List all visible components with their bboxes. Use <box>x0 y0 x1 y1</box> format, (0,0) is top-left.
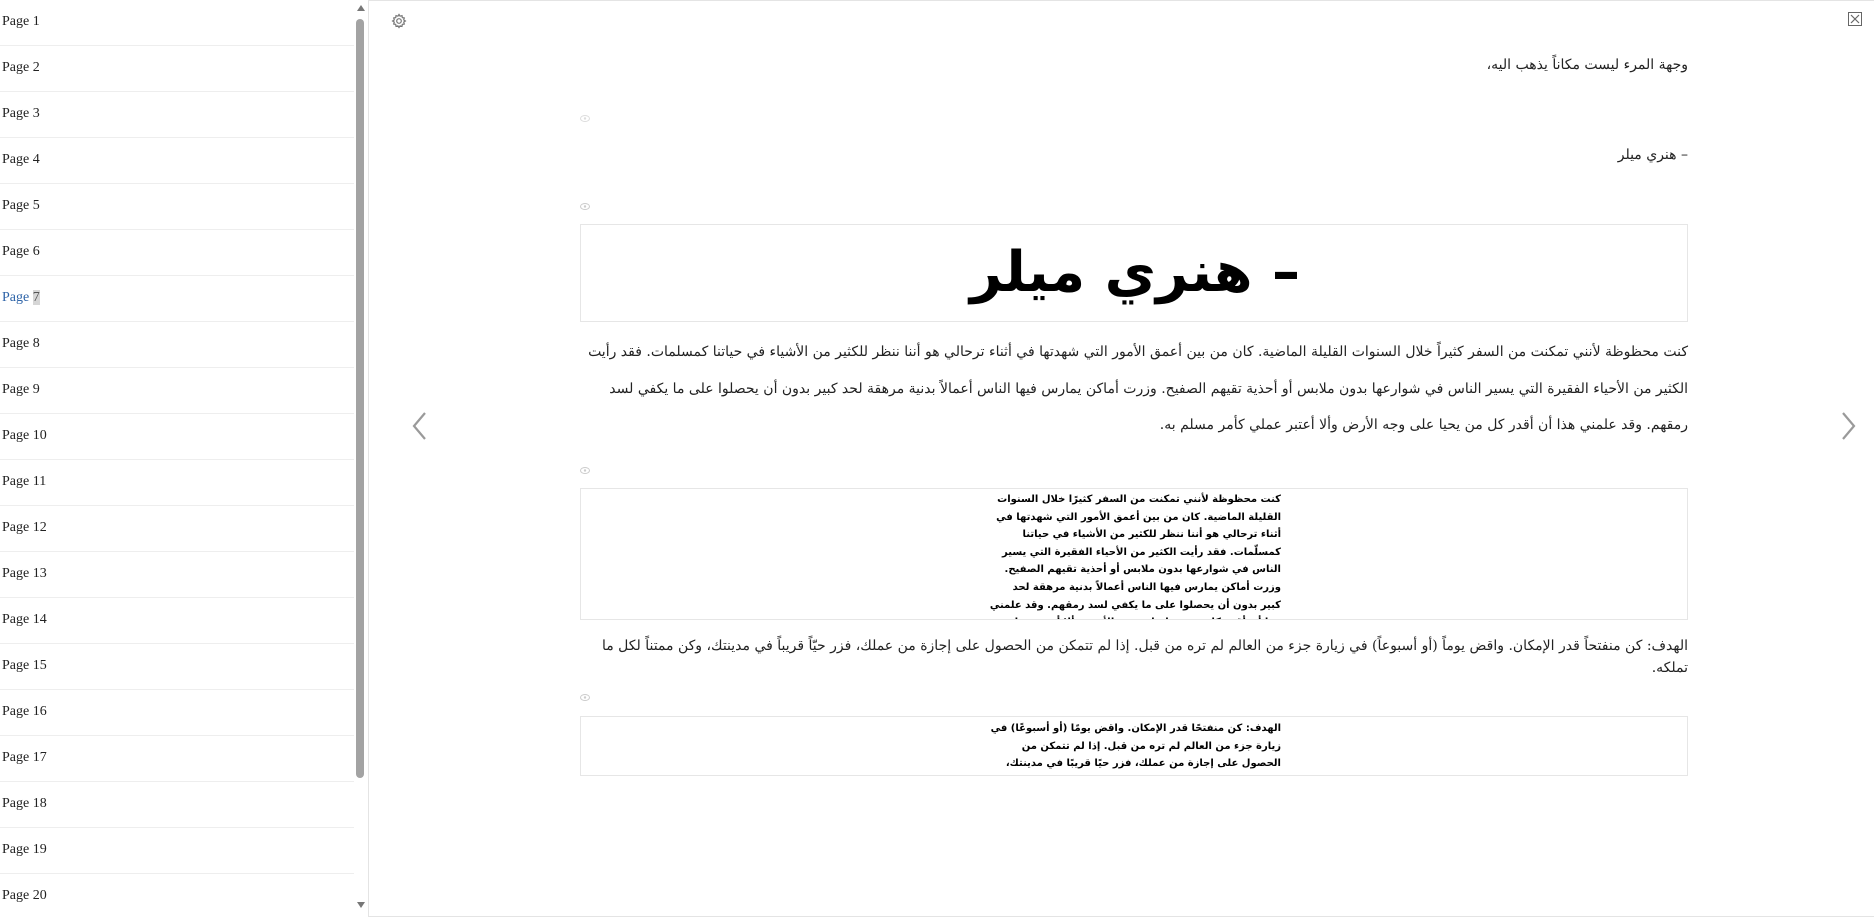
eye-icon[interactable] <box>580 688 590 695</box>
chevron-right-icon[interactable] <box>1837 409 1859 443</box>
close-icon[interactable] <box>1848 12 1862 26</box>
scanned-image-text: الهدف: كن منفتحًا قدر الإمكان. واقض يومًا (أو أسبوعًا) في زيارة جزء من العالم لم تره من قبل. إذا لم تتمكن من الحصول على إجازة من عملك، فزر حيًا قريبًا في مدينتك، <box>990 723 1281 769</box>
sidebar-scrollbar[interactable] <box>355 0 367 917</box>
page-item[interactable] <box>0 0 354 46</box>
scanned-image-text: – هنري ميلر <box>969 240 1301 305</box>
page-item[interactable] <box>0 414 354 460</box>
scanned-image-text: كنت محظوظة لأنني تمكنت من السفر كثيرًا خلال السنوات القليلة الماضية. كان من بين أعمق الأمور التي شهدتها في أثناء ترحالي هو أننا ننظر للكثير من الأشياء في حياتنا كمسلّمات. فقد رأيت الكثير من الأحياء الفقيرة التي يسير الناس في شوارعها بدون ملابس أو أحذية تقيهم الصفيح. وزرت أماكن يمارس فيها الناس أعمالاً بدنية مرهقة لحد كبير بدون أن يحصلوا على ما يكفي لسد رمقهم. وقد علمني <box>989 494 1281 611</box>
page-item-label: Page 18 <box>2 796 47 811</box>
scanned-image-paragraph <box>580 488 1688 620</box>
page-item-label: Page 11 <box>2 474 47 489</box>
page-item[interactable] <box>0 552 354 598</box>
page-item-label: Page 20 <box>2 888 47 903</box>
page-item-label: Page 1 <box>2 14 40 29</box>
page-item[interactable] <box>0 92 354 138</box>
page-item-label: Page 7 <box>2 290 40 305</box>
author-line: – هنري ميلر <box>1617 147 1688 163</box>
page-list <box>0 0 354 917</box>
page-item[interactable] <box>0 828 354 874</box>
page-item[interactable] <box>0 46 354 92</box>
page-item-label: Page 4 <box>2 152 40 167</box>
page-item[interactable] <box>0 598 354 644</box>
page-content <box>580 1 1688 917</box>
page-item[interactable] <box>0 460 354 506</box>
page-item-label: Page 16 <box>2 704 47 719</box>
page-item-label: Page 10 <box>2 428 47 443</box>
page-item[interactable] <box>0 184 354 230</box>
page-item-label: Page 6 <box>2 244 40 259</box>
page-item-label: Page 13 <box>2 566 47 581</box>
scanned-image-author <box>580 224 1688 322</box>
page-item-label: Page 15 <box>2 658 47 673</box>
page-viewer <box>369 0 1874 917</box>
page-sidebar <box>0 0 369 917</box>
page-item[interactable] <box>0 322 354 368</box>
page-item[interactable] <box>0 230 354 276</box>
page-item[interactable] <box>0 368 354 414</box>
page-item[interactable] <box>0 736 354 782</box>
page-item-label: Page 14 <box>2 612 47 627</box>
scroll-down-arrow-icon[interactable] <box>357 902 365 908</box>
page-item[interactable] <box>0 782 354 828</box>
selected-page-number: 7 <box>32 290 40 305</box>
eye-icon[interactable] <box>580 461 590 468</box>
page-item-label: Page 9 <box>2 382 40 397</box>
page-item-label: Page 8 <box>2 336 40 351</box>
goal-paragraph: الهدف: كن منفتحاً قدر الإمكان. واقض يوماً (أو أسبوعاً) في زيارة جزء من العالم لم تره من قبل. إذا لم تتمكن من الحصول على إجازة من عملك، فزر حيّاً قريباً في مدينتك، وكن ممتناً لكل ما تملكه. <box>601 638 1688 676</box>
page-item-label: Page 3 <box>2 106 40 121</box>
page-item[interactable] <box>0 874 354 917</box>
page-item[interactable] <box>0 138 354 184</box>
chevron-left-icon[interactable] <box>409 409 431 443</box>
page-item-label: Page 17 <box>2 750 47 765</box>
scrollbar-thumb[interactable] <box>356 19 364 778</box>
scroll-up-arrow-icon[interactable] <box>357 5 365 11</box>
eye-icon[interactable] <box>580 197 590 204</box>
page-item-active[interactable] <box>0 276 354 322</box>
page-item-label: Page 2 <box>2 60 40 75</box>
page-item-label: Page 5 <box>2 198 40 213</box>
page-item-label: Page 12 <box>2 520 47 535</box>
page-item[interactable] <box>0 690 354 736</box>
page-item[interactable] <box>0 506 354 552</box>
page-item[interactable] <box>0 644 354 690</box>
gear-icon[interactable] <box>391 13 407 29</box>
page-item-label: Page 19 <box>2 842 47 857</box>
quote-line: وجهة المرء ليست مكاناً يذهب اليه، <box>1486 57 1688 73</box>
body-paragraph: كنت محظوظة لأنني تمكنت من السفر كثيراً خلال السنوات القليلة الماضية. كان من بين أعمق الأمور التي شهدتها في أثناء ترحالي هو أننا ننظر للكثير من الأشياء في حياتنا كمسلمات. فقد رأيت الكثير من الأحياء الفقيرة التي يسير الناس في شوارعها بدون ملابس أو أحذية تقيهم الصفيح. وزرت أماكن يمارس فيها الناس أعمالاً بدنية مرهقة لحد كبير بدون أن يحصلوا على ما يكفي لسد رمقهم. وقد علمني هذا أن أقدر كل من يحيا على وجه الأرض وألا أعتبر عملي كأمر مسلم به. <box>588 344 1688 433</box>
eye-icon[interactable] <box>580 109 590 116</box>
scanned-image-goal <box>580 716 1688 776</box>
